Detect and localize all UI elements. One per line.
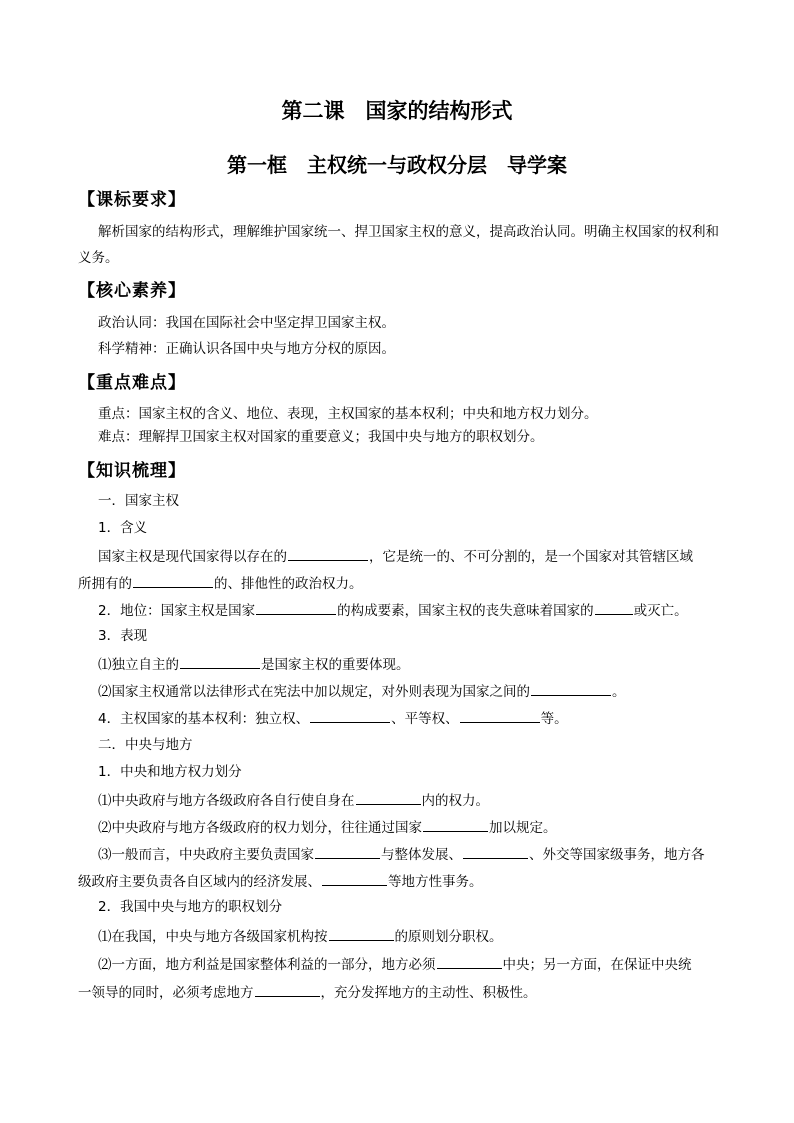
text-segment: 内的权力。 <box>421 793 489 809</box>
text-segment: 与整体发展、 <box>381 847 462 863</box>
status-line <box>98 600 748 620</box>
knowledge-heading-sovereignty: 一．国家主权 <box>98 493 179 509</box>
text-segment: ，充分发挥地方的主动性、积极性。 <box>320 985 537 1001</box>
text-segment: 国家主权是现代国家得以存在的 <box>98 549 287 565</box>
fill-blank[interactable] <box>310 708 390 723</box>
text-segment: 的构成要素，国家主权的丧失意味着国家的 <box>337 603 594 619</box>
fill-blank[interactable] <box>460 708 540 723</box>
manifestation-line-2 <box>98 681 748 701</box>
knowledge-item-manifestation: 3．表现 <box>98 628 148 644</box>
fill-blank[interactable] <box>255 982 320 997</box>
text-segment: 。 <box>612 684 626 700</box>
text-segment: 一领导的同时，必须考虑地方 <box>78 985 254 1001</box>
definition-line-2 <box>78 573 728 593</box>
fill-blank[interactable] <box>315 844 380 859</box>
fill-blank[interactable] <box>437 954 502 969</box>
manifestation-line-1 <box>98 654 748 674</box>
lesson-title: 第二课 国家的结构形式 <box>281 99 513 123</box>
text-segment: 、平等权、 <box>391 711 459 727</box>
text-segment: 级政府主要负责各自区域内的经济发展、 <box>78 874 321 890</box>
power-division-line-2 <box>98 817 748 837</box>
curriculum-requirements-text: 解析国家的结构形式，理解维护国家统一、捍卫国家主权的意义，提高政治认同。明确主权国家的权利和义务。 <box>78 224 719 266</box>
text-segment: 2．地位：国家主权是国家 <box>98 603 256 619</box>
text-segment: ⑴中央政府与地方各级政府各自行使自身在 <box>98 793 355 809</box>
knowledge-item-power-division: 1．中央和地方权力划分 <box>98 764 242 780</box>
core-literacy-item-2: 科学精神：正确认识各国中央与地方分权的原因。 <box>98 341 395 357</box>
text-segment: 是国家主权的重要体现。 <box>261 657 410 673</box>
definition-line-1 <box>98 546 748 566</box>
fill-blank[interactable] <box>322 871 387 886</box>
knowledge-item-definition: 1．含义 <box>98 520 148 536</box>
text-segment: 所拥有的 <box>78 576 132 592</box>
china-division-line-2 <box>98 954 748 974</box>
text-segment: 、外交等国家级事务，地方各 <box>529 847 705 863</box>
text-segment: ⑵中央政府与地方各级政府的权力划分，往往通过国家 <box>98 820 422 836</box>
text-segment: 的原则划分职权。 <box>394 929 503 945</box>
text-segment: ⑴独立自主的 <box>98 657 179 673</box>
knowledge-item-china-division: 2．我国中央与地方的职权划分 <box>98 899 283 915</box>
fill-blank[interactable] <box>288 546 368 561</box>
text-segment: ，它是统一的、不可分割的，是一个国家对其管辖区域 <box>369 549 693 565</box>
fill-blank[interactable] <box>531 681 611 696</box>
heading-knowledge-review: 【知识梳理】 <box>78 461 186 481</box>
text-segment: 4．主权国家的基本权利：独立权、 <box>98 711 310 727</box>
power-division-line-3 <box>98 844 748 864</box>
key-point-item: 重点：国家主权的含义、地位、表现，主权国家的基本权利；中央和地方权力划分。 <box>98 406 598 422</box>
text-segment: 加以规定。 <box>489 820 557 836</box>
fill-blank[interactable] <box>423 817 488 832</box>
fill-blank[interactable] <box>256 600 336 615</box>
china-division-line-1 <box>98 926 748 946</box>
text-segment: 中央；另一方面，在保证中央统 <box>502 957 692 973</box>
fill-blank[interactable] <box>595 600 633 615</box>
power-division-line-1 <box>98 790 748 810</box>
china-division-line-3 <box>78 982 728 1002</box>
text-segment: 等地方性事务。 <box>388 874 483 890</box>
text-segment: 等。 <box>540 711 568 727</box>
text-segment: ⑵一方面，地方利益是国家整体利益的一部分，地方必须 <box>98 957 436 973</box>
difficult-point-item: 难点：理解捍卫国家主权对国家的重要意义；我国中央与地方的职权划分。 <box>98 429 544 445</box>
heading-key-points: 【重点难点】 <box>78 373 186 393</box>
text-segment: 的、排他性的政治权力。 <box>214 576 363 592</box>
text-segment: ⑶一般而言，中央政府主要负责国家 <box>98 847 314 863</box>
text-segment: ⑴在我国，中央与地方各级国家机构按 <box>98 929 328 945</box>
power-division-line-4 <box>78 871 728 891</box>
fill-blank[interactable] <box>356 790 421 805</box>
section-subtitle: 第一框 主权统一与政权分层 导学案 <box>227 153 567 177</box>
heading-core-literacy: 【核心素养】 <box>78 281 186 301</box>
basic-rights-line <box>98 708 748 728</box>
fill-blank[interactable] <box>180 654 260 669</box>
fill-blank[interactable] <box>329 926 394 941</box>
fill-blank[interactable] <box>463 844 528 859</box>
text-segment: ⑵国家主权通常以法律形式在宪法中加以规定，对外则表现为国家之间的 <box>98 684 530 700</box>
text-segment: 或灭亡。 <box>633 603 688 619</box>
fill-blank[interactable] <box>133 573 213 588</box>
core-literacy-item-1: 政治认同：我国在国际社会中坚定捍卫国家主权。 <box>98 315 395 331</box>
knowledge-heading-central-local: 二．中央与地方 <box>98 737 193 753</box>
heading-curriculum-requirements: 【课标要求】 <box>78 190 186 210</box>
